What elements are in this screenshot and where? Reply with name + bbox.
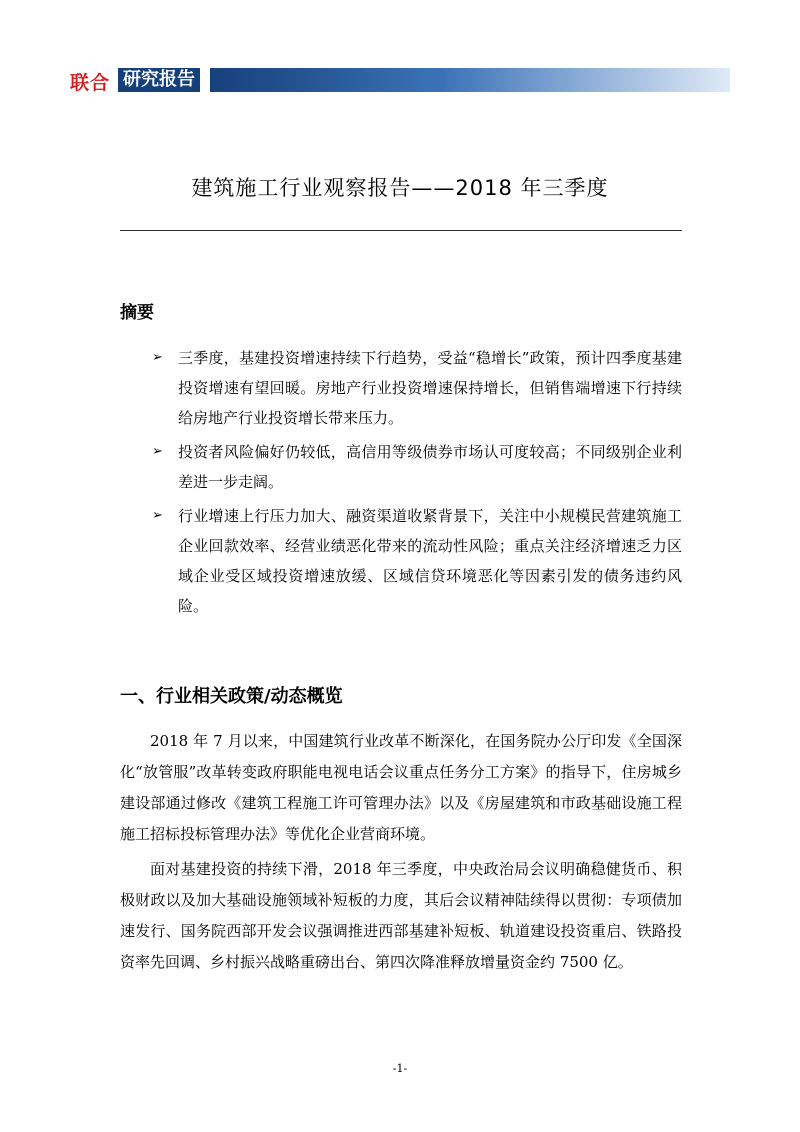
summary-list xyxy=(152,343,682,625)
summary-bullet xyxy=(152,437,682,497)
page-number: -1- xyxy=(392,1062,408,1075)
arrow-bullet-icon: ➢ xyxy=(152,350,163,365)
summary-bullet xyxy=(152,501,682,621)
arrow-bullet-icon: ➢ xyxy=(152,508,163,523)
brand-report-label: 研究报告 xyxy=(118,68,200,92)
brand-name: 联合 xyxy=(70,72,111,94)
body-paragraph: 面对基建投资的持续下滑，2018 年三季度，中央政治局会议明确稳健货币、积极财政以及加大基础设施领域补短板的力度，其后会议精神陆续得以贯彻：专项债加速发行、国务院西部开发会议强调推进西部基建补短板、轨道建设投资重启、铁路投资率先回调、乡村振兴战略重磅出台、第四次降准释放增量资金约 7500 亿。 xyxy=(120,860,682,971)
summary-heading: 摘要 xyxy=(120,303,154,323)
summary-bullet-text: 行业增速上行压力加大、融资渠道收紧背景下，关注中小规模民营建筑施工企业回款效率、经营业绩恶化带来的流动性风险；重点关注经济增速乏力区域企业受区域投资增速放缓、区域信贷环境恶化等因素引发的债务违约风险。 xyxy=(178,507,682,615)
summary-bullet xyxy=(152,343,682,433)
section-body xyxy=(120,726,682,982)
title-divider xyxy=(120,230,682,231)
section-heading: 一、行业相关政策/动态概览 xyxy=(120,686,343,707)
body-paragraph: 2018 年 7 月以来，中国建筑行业改革不断深化，在国务院办公厅印发《全国深化“放管服”改革转变政府职能电视电话会议重点任务分工方案》的指导下，住房城乡建设部通过修改《建筑工程施工许可管理办法》以及《房屋建筑和市政基础设施工程施工招标投标管理办法》等优化企业营商环境。 xyxy=(120,732,682,843)
summary-bullet-text: 三季度，基建投资增速持续下行趋势，受益“稳增长”政策，预计四季度基建投资增速有望回暖。房地产行业投资增速保持增长，但销售端增速下行持续给房地产行业投资增长带来压力。 xyxy=(178,349,682,427)
page-title: 建筑施工行业观察报告——2018 年三季度 xyxy=(191,176,609,200)
header-gradient-bar xyxy=(210,68,730,92)
report-header xyxy=(70,66,730,96)
arrow-bullet-icon: ➢ xyxy=(152,444,163,459)
summary-bullet-text: 投资者风险偏好仍较低，高信用等级债券市场认可度较高；不同级别企业利差进一步走阔。 xyxy=(178,443,682,491)
